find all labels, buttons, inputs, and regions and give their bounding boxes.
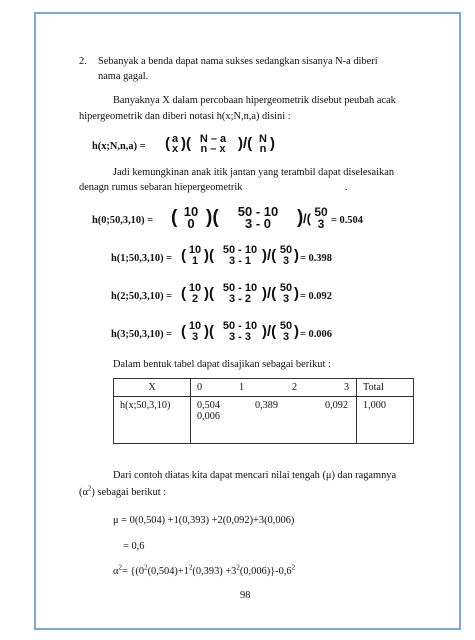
paren: ( [181,247,186,264]
item-text-line1: Sebanyak a benda dapat nama sukses sedangkan sisanya N-a diberi [98,56,378,67]
row-total: 1,000 [357,397,414,444]
table-intro: Dalam bentuk tabel dapat disajikan sebagai berikut : [113,359,331,370]
divide: /( [303,211,311,226]
mean-line2: = 0,6 [123,541,145,552]
para2-line2-end: . [345,182,348,193]
eq-term-a: 10 3 [188,320,202,343]
formula-t1: a x [171,133,179,155]
eq-lhs: h(1;50,3,10) = [111,253,173,264]
eq-result: = 0.398 [300,253,332,264]
eq-term-c: 50 3 [279,320,293,343]
paren: ) [294,247,299,264]
paren: ) [297,207,304,228]
eq-term-b: 50 - 10 3 - 3 [222,320,258,343]
divide: )/( [262,285,277,302]
paren: ) [270,135,275,152]
eq-term-b: 50 - 10 3 - 1 [222,244,258,267]
row-values: 0,504 0,389 0,092 0,006 [191,397,357,444]
para1-line1: Banyaknya X dalam percobaan hipergeometrik disebut peubah acak [113,95,396,106]
divide: )/( [262,323,277,340]
header-x: X [114,379,191,397]
eq-term-c: 50 3 [314,205,328,231]
paren: )( [204,285,214,302]
paren: )( [181,135,191,152]
eq-result: = 0.006 [300,329,332,340]
paren: ( [181,323,186,340]
item-text-line2: nama gagal. [98,71,149,82]
eq-term-b: 50 - 10 3 - 2 [222,282,258,305]
paren: )( [204,247,214,264]
eq-lhs: h(0;50,3,10) = [92,215,154,226]
mean-line1: μ = 0(0,504) +1(0,393) +2(0,092)+3(0,006) [113,515,295,526]
paren: ( [181,285,186,302]
paren: ( [171,207,178,228]
eq-term-c: 50 3 [279,244,293,267]
formula-t2: N – a n – x [199,133,227,155]
header-values: 0 1 2 3 [191,379,357,397]
eq-result: = 0.092 [300,291,332,302]
eq-result: = 0.504 [331,215,363,226]
para3-line2: $(\alpha^2)$ sebagai berikut : [79,484,167,498]
distribution-table [113,378,414,444]
paren: )( [204,323,214,340]
eq-term-a: 10 0 [183,204,199,231]
formula-lhs: h(x;N,n,a) = [92,141,146,152]
item-number: 2. [79,56,87,67]
paren: ( [165,135,170,152]
paren: ) [294,323,299,340]
eq-term-b: 50 - 10 3 - 0 [237,204,279,231]
page-number: 98 [240,590,251,601]
para1-line2: hipergeometrik dan diberi notasi h(x;N,n,a) disini : [79,111,291,122]
eq-lhs: h(3;50,3,10) = [111,329,173,340]
paren: )( [206,207,219,228]
eq-term-c: 50 3 [279,282,293,305]
row-label: h(x;50,3,10) [114,397,191,444]
variance-line: $\alpha^2= \{(0^2(0,504)+1^2(0,393) +3^2(0,006)\}-0,6^2$ [113,563,296,577]
eq-lhs: h(2;50,3,10) = [111,291,173,302]
paren: )/( [238,135,253,152]
para2-line2: denagn rumus sebaran hiepergeometrik [79,182,243,193]
eq-term-a: 10 1 [188,244,202,267]
para3-line1: Dari contoh diatas kita dapat mencari nilai tengah (μ) dan ragamnya [113,470,397,481]
para2-line1: Jadi kemungkinan anak itik jantan yang terambil dapat diselesaikan [113,167,395,178]
formula-t3: N n [259,133,267,155]
table-header-row [114,379,414,397]
header-total: Total [357,379,414,397]
table-row [114,397,414,444]
paren: ) [294,285,299,302]
divide: )/( [262,247,277,264]
eq-term-a: 10 2 [188,282,202,305]
